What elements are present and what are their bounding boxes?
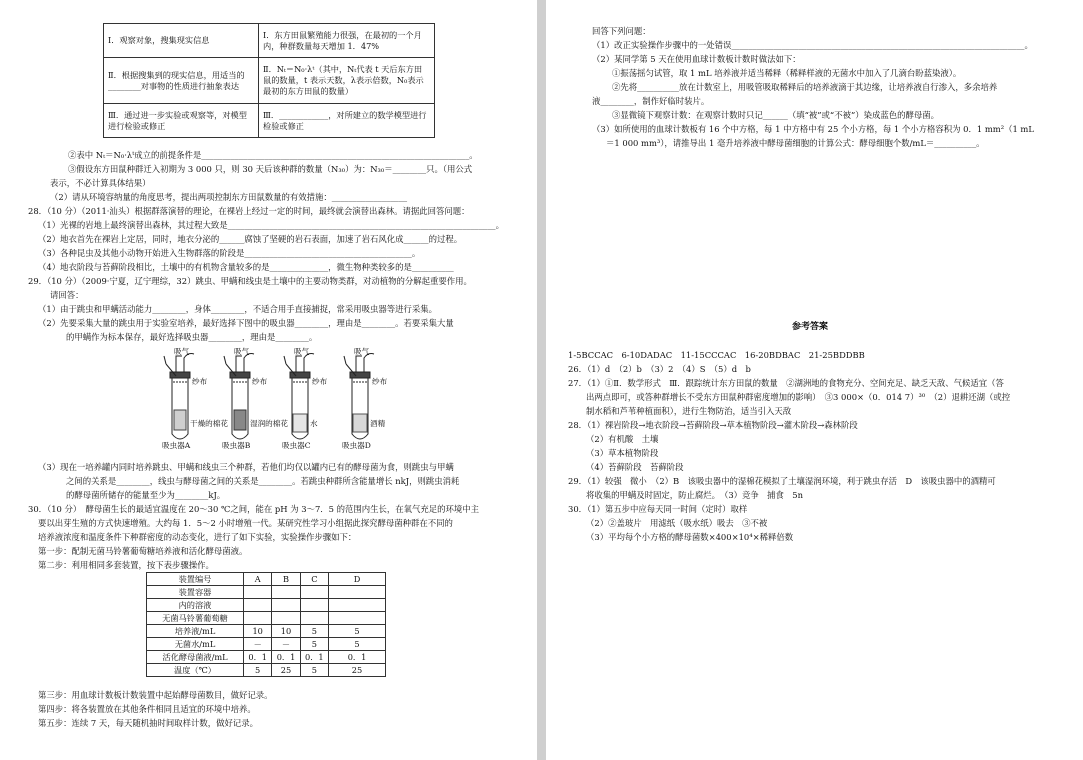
table-row (104, 24, 435, 58)
text-line: 要以出芽生殖的方式快速增殖。大约每 1．5～2 小时增殖一代。某研究性学习小组据此探究酵母菌种群在不同的 (38, 518, 453, 528)
model-table (103, 23, 435, 138)
table-cell: 5 (329, 638, 386, 651)
text-line: （3）各种昆虫及其他小动物开始进入生物群落的阶段是________________________________________。 (38, 248, 421, 258)
answer-line: 26．（1）d （2）b （3）2 （4）S （5）d b (568, 364, 751, 374)
answer-line: （2）有机酸 土壤 (586, 434, 659, 444)
table-row (104, 104, 435, 138)
text-line: ①振荡摇匀试管，取 1 mL 培养液并适当稀释（稀释样液的无菌水中加入了几滴台盼蓝染液）。 (612, 68, 962, 78)
table-cell: Ⅰ．东方田鼠繁殖能力很强，在最初的一个月内，种群数量每天增加 1．47% (259, 24, 435, 58)
text-line: 第四步：将各装置放在其他条件相同且适宜的环境中培养。 (38, 704, 256, 714)
table-cell (244, 586, 272, 599)
answer-line: 出两点即可，或答种群增长不受东方田鼠种群密度增加的影响） ③3 000×（0．014 7）³⁰ （2）退耕还湖（或控 (586, 392, 1011, 402)
text-line: （2）先要采集大量的跳虫用于实验室培养，最好选择下图中的吸虫器________，理由是________。若要采集大量 (38, 318, 454, 328)
table-cell: Ⅰ．观察对象，搜集现实信息 (104, 24, 259, 58)
table-cell: Ⅱ．Nₜ＝N₀·λᵗ（其中，Nₜ代表 t 天后东方田鼠的数量，t 表示天数，λ表示倍数，N₀表示最初的东方田鼠的数量） (259, 58, 435, 104)
table-cell: 装置容器 (147, 586, 244, 599)
text-line: （2）某同学第 5 天在使用血球计数板计数时做法如下： (592, 54, 801, 64)
text-line: ②先将__________放在计数室上，用吸管吸取稀释后的培养液滴于其边缘，让培养液自行渗入，多余培养 (612, 82, 998, 92)
table-cell (300, 586, 328, 599)
text-line: ③假设东方田鼠种群迁入初期为 3 000 只，则 30 天后该种群的数量（N₃₀）为：N₃₀＝________只。（用公式 (68, 164, 473, 174)
table-cell: 0．1 (272, 651, 300, 664)
text-line: ③显微镜下观察计数：在观察计数时只记______（填“被”或“不被”）染成蓝色的酵母菌。 (612, 110, 939, 120)
text-line: （2）地衣首先在裸岩上定居，同时，地衣分泌的______腐蚀了坚硬的岩石表面，加速了岩石风化成______的过程。 (38, 234, 463, 244)
table-row (147, 651, 386, 664)
table-cell: 0．1 (244, 651, 272, 664)
text-line: 第二步：利用相同多套装置，按下表步骤操作。 (38, 560, 214, 570)
page-gutter (537, 0, 546, 760)
table-cell: 无菌马铃薯葡萄糖 (147, 612, 244, 625)
table-header-cell: A (244, 573, 272, 586)
table-cell: 内的溶液 (147, 599, 244, 612)
table-row (147, 573, 386, 586)
content-label: 水 (310, 419, 318, 428)
table-cell: 培养液/mL (147, 625, 244, 638)
table-cell: － (272, 638, 300, 651)
table-cell: － (244, 638, 272, 651)
table-cell (300, 599, 328, 612)
text-line: 第三步：用血球计数板计数装置中起始酵母菌数目，做好记录。 (38, 690, 273, 700)
answer-line: （3）草本植物阶段 (586, 448, 659, 458)
table-cell: 活化酵母菌液/mL (147, 651, 244, 664)
content-label: 酒精 (370, 419, 386, 428)
table-cell (300, 612, 328, 625)
content-label: 湿润的棉花 (250, 419, 288, 428)
table-cell: Ⅲ．通过进一步实验或观察等，对模型进行检验或修正 (104, 104, 259, 138)
aspirator-drawing (160, 346, 400, 452)
table-row (147, 586, 386, 599)
mesh-label: 纱布 (372, 377, 388, 386)
text-line: 的甲螨作为标本保存，最好选择吸虫器________，理由是________。 (66, 332, 318, 342)
table-cell: 25 (272, 664, 300, 677)
answer-line: 将收集的甲螨及时固定，防止腐烂。 （3）竞争 捕食 5n (586, 490, 804, 500)
text-line: 之间的关系是________，线虫与酵母菌之间的关系是________。若跳虫种群所含能量增长 nkJ，则跳虫消耗 (66, 476, 460, 486)
table-cell: 5 (300, 638, 328, 651)
suction-label: 吸气 (234, 347, 250, 356)
answers-title: 参考答案 (792, 322, 829, 332)
right-page (546, 0, 1083, 760)
answer-line: 30．（1）第五步中应每天同一时间（定时）取样 (568, 504, 748, 514)
table-cell: 无菌水/mL (147, 638, 244, 651)
table-cell (272, 599, 300, 612)
table-header-cell: B (272, 573, 300, 586)
answer-line: （4）苔藓阶段 苔藓阶段 (586, 462, 684, 472)
answer-line: （2）②盖玻片 用滤纸（吸水纸）吸去 ③不被 (586, 518, 768, 528)
suction-label: 吸气 (174, 347, 190, 356)
table-cell (272, 612, 300, 625)
text-line: （2）请从环境容纳量的角度思考，提出两项控制东方田鼠数量的有效措施：__________________ (50, 192, 408, 202)
table-row (147, 625, 386, 638)
table-cell (244, 612, 272, 625)
mesh-label: 纱布 (192, 377, 208, 386)
question-28-stem: 28．（10 分）（2011·汕头）根据群落演替的理论，在裸岩上经过一定的时间，最终就会演替出森林。请据此回答问题： (28, 206, 470, 216)
table-cell (244, 599, 272, 612)
table-cell: 温度（℃） (147, 664, 244, 677)
answer-line: 27．（1）①Ⅱ．数学形式 Ⅲ．跟踪统计东方田鼠的数量 ②湖洲地的食物充分、空间充足、缺乏天敌、气候适宜（答 (568, 378, 1004, 388)
table-cell: Ⅲ．____________，对所建立的数学模型进行检验或修正 (259, 104, 435, 138)
table-cell: 10 (244, 625, 272, 638)
table-cell: 5 (329, 625, 386, 638)
answer-line: 28．（1）裸岩阶段→地衣阶段→苔藓阶段→草本植物阶段→灌木阶段→森林阶段 (568, 420, 858, 430)
answer-line: 1-5BCCAC 6-10DADAC 11-15CCCAC 16-20BDBAC 21-25BDDBB (568, 350, 865, 360)
answer-line: 29．（1）较强 微小 （2）B 该吸虫器中的湿棉花模拟了土壤湿润环境，利于跳虫存活 D 该吸虫器中的酒精可 (568, 476, 996, 486)
text-line: （4）地衣阶段与苔藓阶段相比，土壤中的有机物含量较多的是______________，微生物种类较多的是__________ (38, 262, 454, 272)
text-line: 培养液浓度和温度条件下种群密度的动态变化，进行了如下实验，实验操作步骤如下： (38, 532, 357, 542)
table-cell (329, 599, 386, 612)
table-cell (329, 586, 386, 599)
table-row (147, 599, 386, 612)
text-line: 请回答： (50, 290, 84, 300)
text-line: （3）现在一培养罐内同时培养跳虫、甲螨和线虫三个种群，若他们均仅以罐内已有的酵母菌为食，则跳虫与甲螨 (38, 462, 454, 472)
content-label: 干燥的棉花 (190, 419, 228, 428)
table-cell (329, 612, 386, 625)
text-line: （1）由于跳虫和甲螨活动能力________，身体________，不适合用手直接捕捉，常采用吸虫器等进行采集。 (38, 304, 437, 314)
text-line: 第五步：连续 7 天，每天随机抽时间取样计数，做好记录。 (38, 718, 259, 728)
text-line: 液________，制作好临时装片。 (592, 96, 710, 106)
table-cell: 5 (300, 625, 328, 638)
table-row (147, 638, 386, 651)
text-line: 第一步：配制无菌马铃薯葡萄糖培养液和活化酵母菌液。 (38, 546, 248, 556)
answer-line: （3）平均每个小方格的酵母菌数×400×10⁴×稀释倍数 (586, 532, 794, 542)
table-cell: 5 (300, 664, 328, 677)
table-cell: 25 (329, 664, 386, 677)
aspirator-b-label: 吸虫器B (222, 441, 251, 450)
table-row (104, 58, 435, 104)
text-line: （3）如所使用的血球计数板有 16 个中方格，每 1 中方格中有 25 个小方格，每 1 个小方格容积为 0．1 mm²（1 mL (592, 124, 1034, 134)
table-header-cell: D (329, 573, 386, 586)
text-line: （1）光裸的岩地上最终演替出森林，其过程大致是________________________________________________________________。 (38, 220, 504, 230)
left-page (0, 0, 537, 760)
table-cell: Ⅱ．根据搜集到的现实信息，用适当的________对事物的性质进行抽象表达 (104, 58, 259, 104)
answer-line: 制水稻和芦苇种植面积），进行生物防治，适当引入天敌 (586, 406, 792, 416)
aspirator-a-label: 吸虫器A (162, 441, 191, 450)
setup-table (146, 572, 386, 677)
table-row (147, 664, 386, 677)
table-cell: 0．1 (329, 651, 386, 664)
table-cell: 5 (244, 664, 272, 677)
table-cell: 10 (272, 625, 300, 638)
table-header-cell: 装置编号 (147, 573, 244, 586)
table-header-cell: C (300, 573, 328, 586)
question-29-stem: 29．（10 分）（2009·宁夏，辽宁理综，32）跳虫、甲螨和线虫是土壤中的主要动物类群，对动植物的分解起重要作用。 (28, 276, 472, 286)
suction-label: 吸气 (294, 347, 310, 356)
aspirator-d-label: 吸虫器D (342, 441, 371, 450)
text-line: 的酵母菌所储存的能量至少为________kJ。 (66, 490, 226, 500)
text-line: 回答下列问题： (592, 26, 651, 36)
question-30-stem: 30．（10 分） 酵母菌生长的最适宜温度在 20～30 ℃之间，能在 pH 为 3～7．5 的范围内生长，在氧气充足的环境中主 (28, 504, 480, 514)
text-line: 表示，不必计算具体结果） (50, 178, 151, 188)
aspirator-c-label: 吸虫器C (282, 441, 311, 450)
aspirator-figure (160, 346, 400, 452)
text-line: ＝1 000 mm³），请推导出 1 毫升培养液中酵母菌细胞的计算公式：酵母细胞个数/mL＝__________。 (606, 138, 985, 148)
suction-label: 吸气 (354, 347, 370, 356)
table-row (147, 612, 386, 625)
table-cell: 0．1 (300, 651, 328, 664)
mesh-label: 纱布 (252, 377, 268, 386)
mesh-label: 纱布 (312, 377, 328, 386)
table-cell (272, 586, 300, 599)
text-line: （1）改正实验操作步骤中的一处错误______________________________________________________________________。 (592, 40, 1033, 50)
text-line: ②表中 Nₜ＝N₀·λᵗ成立的前提条件是________________________________________________________________。 (68, 150, 478, 160)
